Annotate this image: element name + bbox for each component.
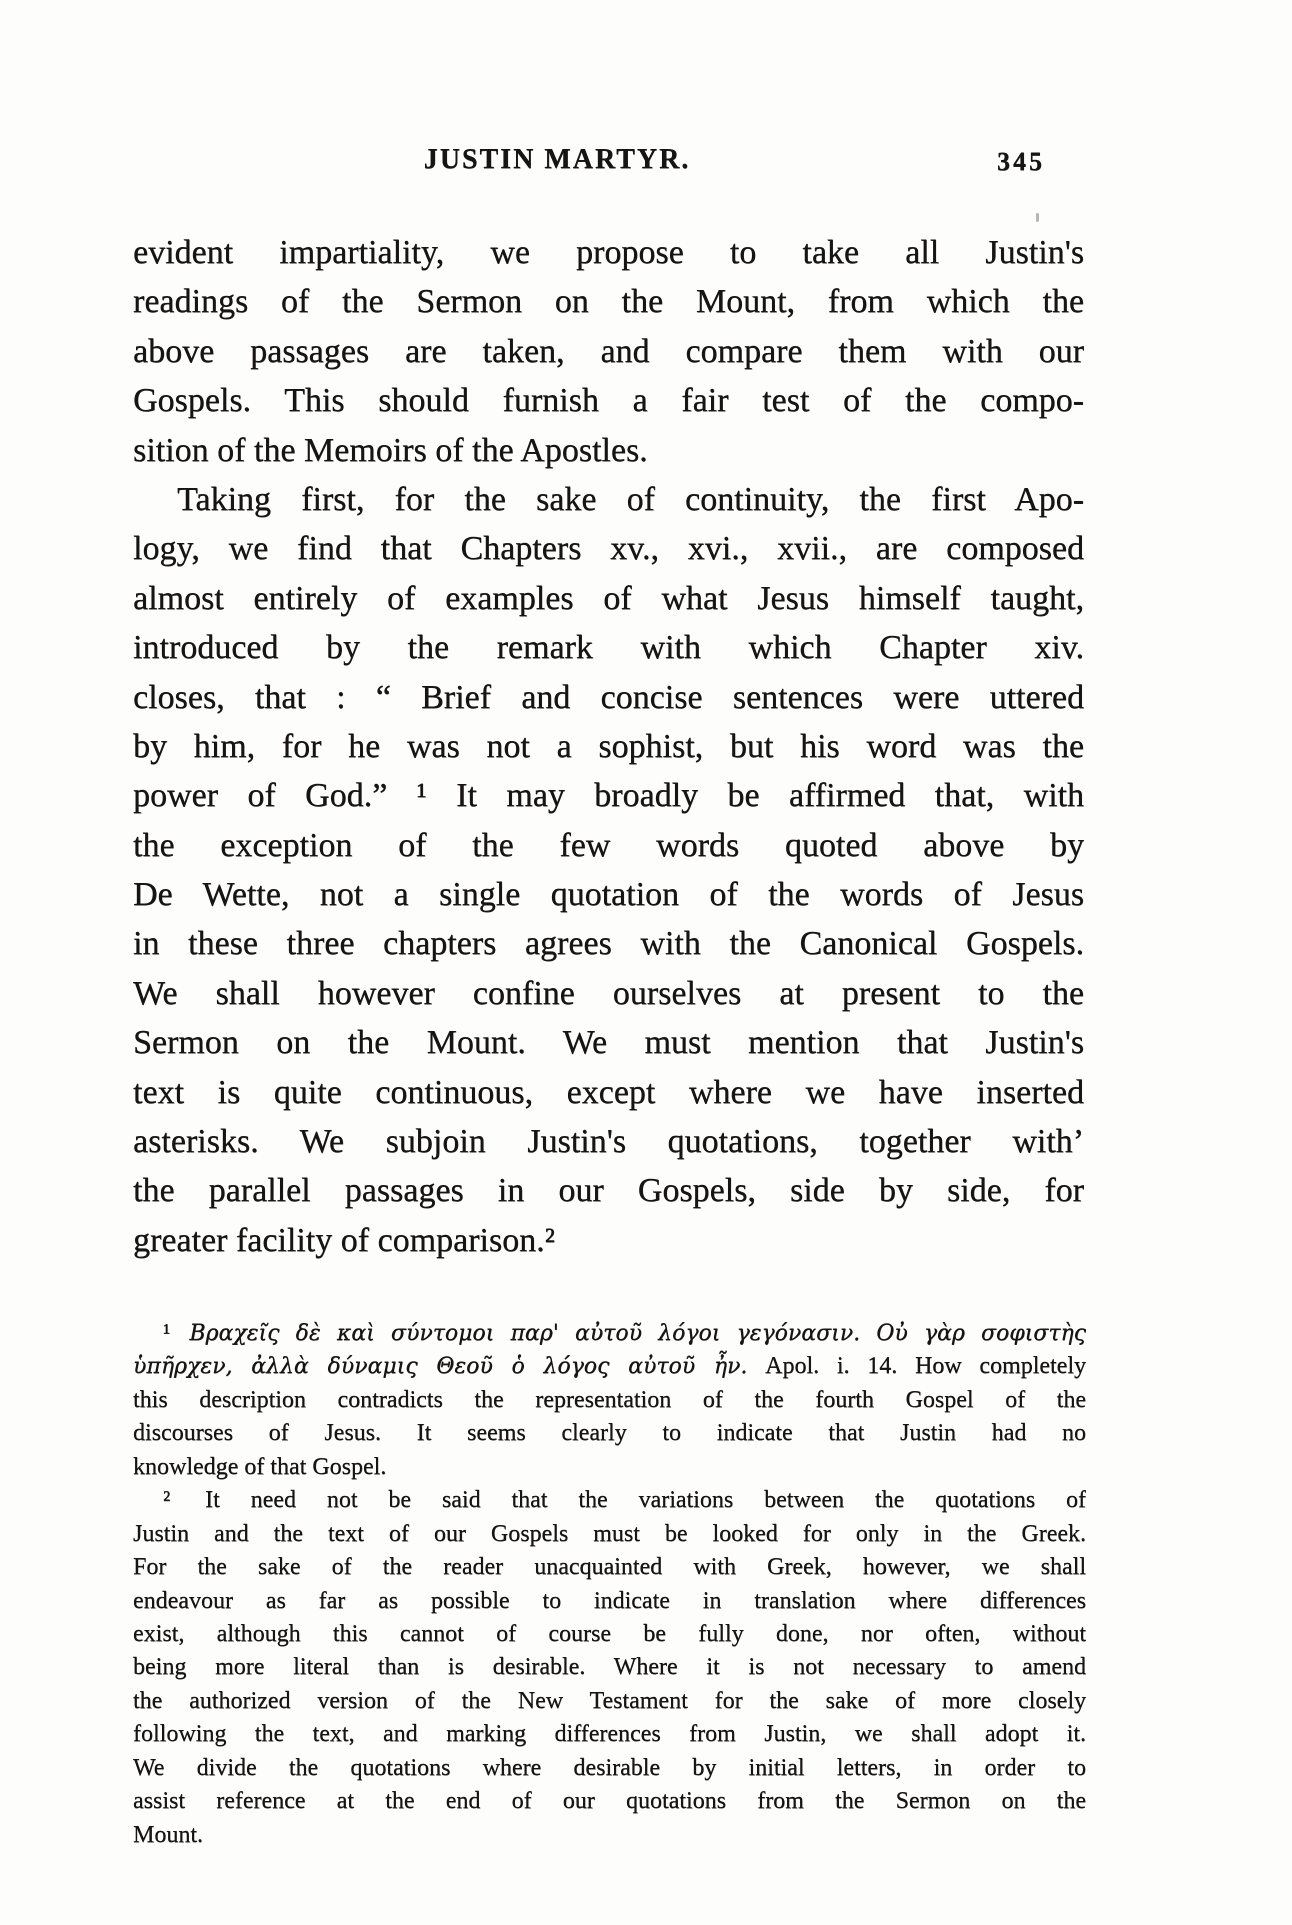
body-line: readings of the Sermon on the Mount, from which the: [133, 283, 1084, 321]
footnote-line: For the sake of the reader unacquainted with Greek, however, we shall: [133, 1554, 1086, 1581]
running-header-title: JUSTIN MARTYR.: [423, 144, 691, 175]
footnote-line: endeavour as far as possible to indicate in translation where differences: [133, 1587, 1086, 1614]
body-line-paragraph-start: Taking first, for the sake of continuity, the first Apo-: [177, 480, 1084, 518]
footnote-citation: Apol. i. 14. How completely: [747, 1353, 1086, 1380]
body-line: text is quite continuous, except where we have inserted: [133, 1073, 1084, 1111]
footnote-line: assist reference at the end of our quotations from the Sermon on the: [133, 1788, 1086, 1815]
body-line: logy, we find that Chapters xv., xvi., xvii., are composed: [133, 530, 1084, 568]
footnote-line: [133, 1317, 1086, 1350]
footnote-text: It need not be said that the variations between the quotations of: [205, 1487, 1086, 1514]
footnote-marker: ²: [163, 1487, 206, 1514]
body-line: introduced by the remark with which Chapter xiv.: [133, 629, 1084, 667]
body-line: above passages are taken, and compare them with our: [133, 332, 1084, 370]
body-line: evident impartiality, we propose to take all Justin's: [133, 234, 1084, 271]
body-line: the exception of the few words quoted above by: [133, 826, 1084, 864]
footnote-line: being more literal than is desirable. Where it is not necessary to amend: [133, 1654, 1086, 1681]
body-line-paragraph-end: sition of the Memoirs of the Apostles.: [133, 431, 648, 469]
footnotes-section: [133, 1317, 1086, 1852]
body-line: Sermon on the Mount. We must mention that Justin's: [133, 1024, 1084, 1062]
footnote-line-end: knowledge of that Gospel.: [133, 1453, 387, 1480]
greek-quote: Βραχεῖς δὲ καὶ σύντομοι παρ' αὐτοῦ λόγοι γεγόνασιν. Οὐ γὰρ σοφιστὴς: [189, 1321, 1086, 1346]
body-line: the parallel passages in our Gospels, side by side, for: [133, 1172, 1084, 1210]
body-line: in these three chapters agrees with the Canonical Gospels.: [133, 925, 1084, 963]
footnote-line: this description contradicts the representation of the fourth Gospel of the: [133, 1386, 1086, 1413]
page-number: 345: [997, 147, 1045, 176]
body-line: by him, for he was not a sophist, but his word was the: [133, 727, 1084, 765]
body-line: asterisks. We subjoin Justin's quotations, together with’: [133, 1123, 1084, 1161]
greek-quote: ὑπῆρχεν, ἀλλὰ δύναμις Θεοῦ ὁ λόγος αὐτοῦ ἦν.: [133, 1354, 748, 1380]
footnote-line: [133, 1484, 1086, 1517]
scan-artifact: [1036, 213, 1039, 222]
body-line: De Wette, not a single quotation of the words of Jesus: [133, 876, 1084, 914]
footnote-line: the authorized version of the New Testament for the sake of more closely: [133, 1687, 1086, 1714]
footnote-line: We divide the quotations where desirable by initial letters, in order to: [133, 1754, 1086, 1781]
body-line-paragraph-end: greater facility of comparison.²: [133, 1221, 555, 1259]
footnote-line-end: Mount.: [133, 1821, 204, 1848]
body-line: closes, that : “ Brief and concise sentences were uttered: [133, 678, 1084, 716]
body-line: almost entirely of examples of what Jesus himself taught,: [133, 579, 1084, 617]
body-line: We shall however confine ourselves at present to the: [133, 974, 1084, 1012]
footnote-line: following the text, and marking differences from Justin, we shall adopt it.: [133, 1721, 1086, 1748]
footnote-marker: ¹: [163, 1320, 190, 1346]
footnote-line: exist, although this cannot of course be fully done, nor often, without: [133, 1620, 1086, 1647]
main-text: [133, 228, 1084, 1265]
body-line: Gospels. This should furnish a fair test of the compo-: [133, 382, 1084, 420]
body-line: power of God.” ¹ It may broadly be affirmed that, with: [133, 777, 1084, 815]
footnote-line: discourses of Jesus. It seems clearly to indicate that Justin had no: [133, 1420, 1086, 1447]
footnote-line: Justin and the text of our Gospels must be looked for only in the Greek.: [133, 1520, 1086, 1547]
footnote-line: [133, 1350, 1086, 1383]
